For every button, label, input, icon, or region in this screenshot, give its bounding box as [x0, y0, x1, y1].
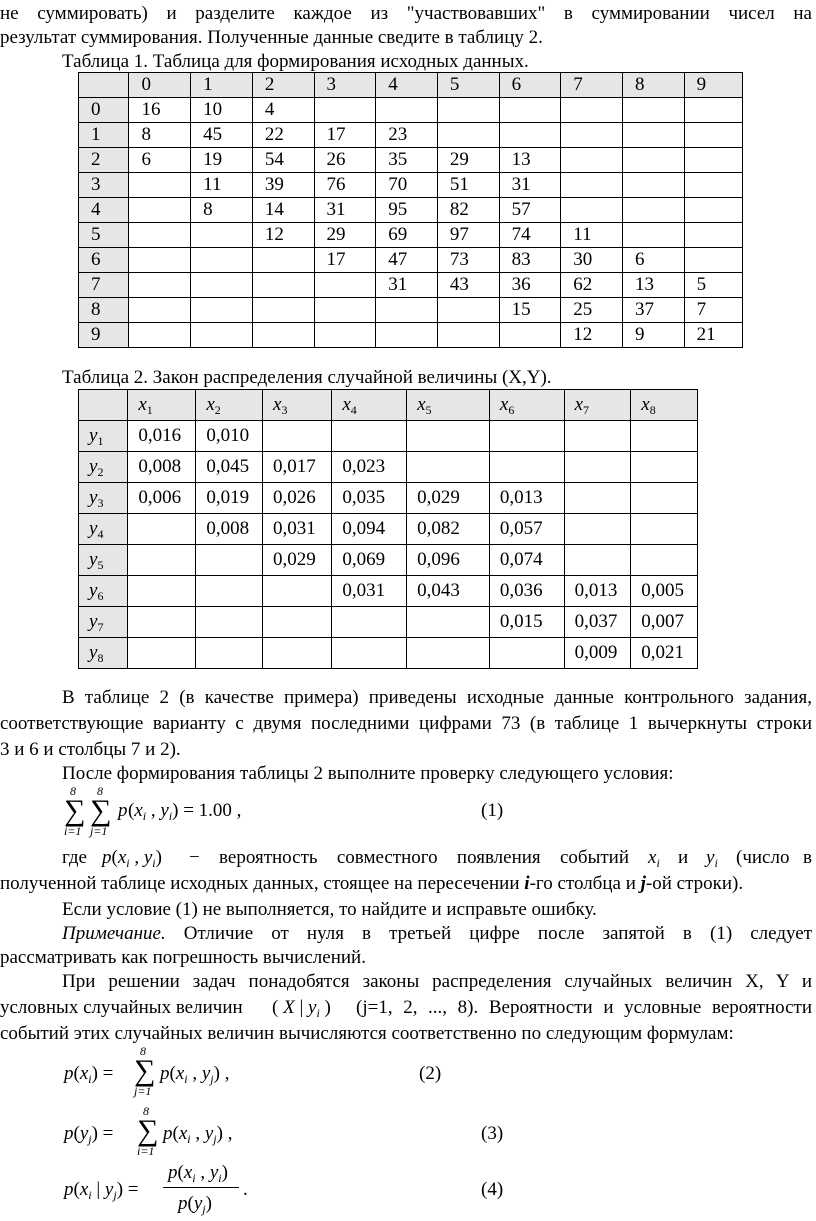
table1-header-cell: [79, 73, 129, 98]
table1-header-cell: 3: [314, 73, 376, 98]
table2-cell: [407, 421, 490, 452]
table1-cell: [437, 298, 499, 323]
table1-cell: 82: [437, 198, 499, 223]
table1-cell: [252, 273, 314, 298]
table2-cell: 0,006: [128, 483, 196, 514]
table2-cell: [263, 638, 332, 669]
laws-line-2a: условных случайных величин: [0, 997, 243, 1018]
table2-cell: [128, 545, 196, 576]
table2-cell: 0,026: [263, 483, 332, 514]
laws-line-2b: (j=1, 2, ..., 8). Вероятности и условные вероятности: [356, 997, 812, 1018]
table2-cell: [196, 638, 263, 669]
table1-cell: [191, 223, 253, 248]
table1-cell: [191, 248, 253, 273]
table1-cell: [561, 148, 623, 173]
table1-cell: [191, 298, 253, 323]
table1-cell: 31: [499, 173, 561, 198]
table2-cell: [631, 483, 698, 514]
table1-cell: [499, 98, 561, 123]
paragraph-example-line-1: В таблице 2 (в качестве примера) приведены исходные данные контрольного задания,: [62, 687, 812, 708]
table1-row: [79, 323, 743, 348]
table1-row-header: 2: [79, 148, 129, 173]
table1-cell: 14: [252, 198, 314, 223]
table1-header-cell: 1: [191, 73, 253, 98]
table1-cell: 22: [252, 123, 314, 148]
table1-cell: 95: [376, 198, 438, 223]
table1-cell: [684, 248, 742, 273]
table1-cell: [499, 323, 561, 348]
table1-cell: 62: [561, 273, 623, 298]
table1: [78, 72, 743, 348]
table1-row-header: 6: [79, 248, 129, 273]
table1-header-cell: 7: [561, 73, 623, 98]
table2-cell: [564, 483, 631, 514]
table2-cell: [631, 545, 698, 576]
table1-cell: 11: [191, 173, 253, 198]
table2-cell: 0,037: [564, 607, 631, 638]
table2-row-header: $y_7$: [79, 607, 128, 638]
table2-cell: [332, 638, 407, 669]
table2-header-cell: $x_3$: [263, 390, 332, 421]
table2-cell: [489, 638, 564, 669]
table1-cell: 13: [622, 273, 684, 298]
table1-row-header: 7: [79, 273, 129, 298]
table2-cell: 0,031: [263, 514, 332, 545]
table2-cell: 0,094: [332, 514, 407, 545]
table1-cell: 69: [376, 223, 438, 248]
table1-cell: 39: [252, 173, 314, 198]
note-line-1: Примечание. Отличие от нуля в третьей цифре после запятой в (1) следует: [62, 923, 812, 944]
table1-cell: [622, 223, 684, 248]
table2-cell: [407, 638, 490, 669]
table2-cell: 0,035: [332, 483, 407, 514]
table2-cell: 0,008: [128, 452, 196, 483]
laws-line-1: При решении задач понадобятся законы распределения случайных величин X, Y и: [62, 971, 812, 992]
table2-row: [79, 421, 698, 452]
table1-cell: [622, 173, 684, 198]
table2-cell: [489, 452, 564, 483]
table2-cell: 0,007: [631, 607, 698, 638]
table1-cell: [684, 123, 742, 148]
table1-cell: [314, 273, 376, 298]
table1-cell: 73: [437, 248, 499, 273]
table1-cell: 17: [314, 123, 376, 148]
table1-cell: [129, 298, 191, 323]
note-line-2: рассматривать как погрешность вычислений.: [0, 947, 366, 968]
table1-cell: [191, 273, 253, 298]
table1-cell: 5: [684, 273, 742, 298]
table1-cell: 36: [499, 273, 561, 298]
table1-cell: [252, 323, 314, 348]
paragraph-check: После формирования таблицы 2 выполните проверку следующего условия:: [62, 763, 674, 784]
table1-cell: [622, 123, 684, 148]
table1-row: [79, 298, 743, 323]
paragraph-top-line-2: результат суммирования. Полученные данные сведите в таблицу 2.: [0, 27, 543, 48]
table2-cell: 0,043: [407, 576, 490, 607]
table2-row: [79, 545, 698, 576]
table1-cell: [252, 248, 314, 273]
table1-cell: [129, 273, 191, 298]
table2-cell: 0,021: [631, 638, 698, 669]
table2-cell: [196, 607, 263, 638]
table1-row: [79, 223, 743, 248]
table2-row: [79, 576, 698, 607]
table2-cell: [263, 576, 332, 607]
table2-cell: 0,031: [332, 576, 407, 607]
table1-cell: [191, 323, 253, 348]
table1-cell: [129, 323, 191, 348]
table2-header-cell: $x_2$: [196, 390, 263, 421]
table1-cell: 8: [129, 123, 191, 148]
table1-cell: [437, 123, 499, 148]
table1-cell: [376, 98, 438, 123]
table1-header-row: [79, 73, 743, 98]
where-line-2: полученной таблице исходных данных, стоящее на пересечении i-го столбца и j-ой строки).: [0, 873, 744, 894]
where-rest: (число в: [736, 847, 812, 868]
table1-cell: [684, 98, 742, 123]
table1-cell: 26: [314, 148, 376, 173]
paragraph-example-line-3: 3 и 6 и столбцы 7 и 2).: [0, 739, 181, 760]
table2: [78, 389, 698, 669]
table1-cell: 8: [191, 198, 253, 223]
table1-header-cell: 0: [129, 73, 191, 98]
table1-cell: [376, 323, 438, 348]
table2-cell: 0,017: [263, 452, 332, 483]
table1-cell: 30: [561, 248, 623, 273]
table1-cell: 19: [191, 148, 253, 173]
laws-x-given-y: ( X | $y_i$ ): [272, 997, 331, 1020]
table2-cell: [631, 514, 698, 545]
table1-cell: 13: [499, 148, 561, 173]
table2-row-header: $y_1$: [79, 421, 128, 452]
table1-cell: 29: [437, 148, 499, 173]
table1-cell: [684, 148, 742, 173]
table1-cell: 6: [129, 148, 191, 173]
table1-cell: [437, 323, 499, 348]
table2-corner-cell: [79, 390, 128, 421]
where-yi: $y_i$: [706, 847, 718, 870]
table1-cell: [314, 323, 376, 348]
table1-header-cell: 6: [499, 73, 561, 98]
table1-cell: [684, 198, 742, 223]
table2-cell: [128, 607, 196, 638]
table1-cell: 31: [376, 273, 438, 298]
table1-cell: 43: [437, 273, 499, 298]
table1-cell: [376, 298, 438, 323]
table1-cell: 70: [376, 173, 438, 198]
table1-cell: 16: [129, 98, 191, 123]
table1-cell: 37: [622, 298, 684, 323]
table2-row: [79, 607, 698, 638]
table2-cell: 0,023: [332, 452, 407, 483]
table2-cell: 0,015: [489, 607, 564, 638]
table2-header-row: [79, 390, 698, 421]
table1-row-header: 9: [79, 323, 129, 348]
table1-cell: 17: [314, 248, 376, 273]
table2-cell: [564, 545, 631, 576]
table1-cell: [561, 123, 623, 148]
table1-cell: 45: [191, 123, 253, 148]
table2-header-cell: $x_1$: [128, 390, 196, 421]
table1-row: [79, 98, 743, 123]
table1-row: [79, 173, 743, 198]
table1-cell: [499, 123, 561, 148]
table1-row: [79, 123, 743, 148]
table2-row-header: $y_5$: [79, 545, 128, 576]
table1-row-header: 4: [79, 198, 129, 223]
table2-row-header: $y_6$: [79, 576, 128, 607]
table2-cell: [564, 514, 631, 545]
table2-row-header: $y_8$: [79, 638, 128, 669]
table1-cell: 9: [622, 323, 684, 348]
table2-cell: [128, 514, 196, 545]
table1-cell: 25: [561, 298, 623, 323]
table2-cell: 0,013: [489, 483, 564, 514]
table2-cell: [332, 421, 407, 452]
table2-row-header: $y_2$: [79, 452, 128, 483]
table2-cell: [564, 452, 631, 483]
table2-cell: 0,045: [196, 452, 263, 483]
table1-header-cell: 9: [684, 73, 742, 98]
table1-cell: 11: [561, 223, 623, 248]
table2-cell: 0,036: [489, 576, 564, 607]
table1-cell: 23: [376, 123, 438, 148]
table1-cell: 10: [191, 98, 253, 123]
table1-cell: [561, 98, 623, 123]
table2-row: [79, 514, 698, 545]
table2-cell: 0,019: [196, 483, 263, 514]
table1-cell: 31: [314, 198, 376, 223]
where-label: где: [62, 847, 87, 868]
table1-caption: Таблица 1. Таблица для формирования исходных данных.: [62, 51, 529, 72]
table2-cell: 0,096: [407, 545, 490, 576]
table1-cell: 47: [376, 248, 438, 273]
table1-cell: [622, 148, 684, 173]
table2-cell: 0,069: [332, 545, 407, 576]
table1-cell: 15: [499, 298, 561, 323]
table1-cell: 12: [561, 323, 623, 348]
table1-cell: [437, 98, 499, 123]
laws-line-3: событий этих случайных величин вычисляются соответственно по следующим формулам:: [0, 1023, 734, 1044]
table2-cell: [631, 452, 698, 483]
table1-row-header: 5: [79, 223, 129, 248]
paragraph-if: Если условие (1) не выполняется, то найдите и исправьте ошибку.: [62, 899, 597, 920]
table2-cell: [196, 545, 263, 576]
where-and: и: [678, 847, 689, 868]
where-xi: $x_i$: [648, 847, 660, 870]
table2-header-cell: $x_7$: [564, 390, 631, 421]
table2-cell: [564, 421, 631, 452]
table2-header-cell: $x_4$: [332, 390, 407, 421]
table2-cell: [407, 607, 490, 638]
table2-header-cell: $x_6$: [489, 390, 564, 421]
table2-header-cell: $x_8$: [631, 390, 698, 421]
table2-header-cell: $x_5$: [407, 390, 490, 421]
table1-row: [79, 198, 743, 223]
table1-cell: [622, 98, 684, 123]
paragraph-top-line-1: не суммировать) и разделите каждое из "участвовавших" в суммировании чисел на: [0, 3, 812, 24]
table1-cell: [314, 98, 376, 123]
table1-cell: 97: [437, 223, 499, 248]
table1-cell: 6: [622, 248, 684, 273]
table1-cell: [684, 223, 742, 248]
table2-row: [79, 483, 698, 514]
table1-cell: [561, 173, 623, 198]
table1-header-cell: 4: [376, 73, 438, 98]
where-p-xy: $p(x_i$ , $y_i$): [102, 847, 162, 870]
table2-cell: 0,008: [196, 514, 263, 545]
table2-cell: [196, 576, 263, 607]
table2-cell: [128, 576, 196, 607]
table2-row: [79, 638, 698, 669]
table2-cell: 0,082: [407, 514, 490, 545]
table2-cell: 0,074: [489, 545, 564, 576]
table1-cell: 7: [684, 298, 742, 323]
table1-header-cell: 2: [252, 73, 314, 98]
table1-cell: [684, 173, 742, 198]
table2-cell: 0,010: [196, 421, 263, 452]
table1-header-cell: 5: [437, 73, 499, 98]
table1-cell: 83: [499, 248, 561, 273]
table2-cell: 0,029: [407, 483, 490, 514]
table1-cell: [129, 248, 191, 273]
table2-cell: 0,016: [128, 421, 196, 452]
table1-cell: [622, 198, 684, 223]
table1-row: [79, 248, 743, 273]
table2-cell: [332, 607, 407, 638]
table2-cell: [489, 421, 564, 452]
table2-row-header: $y_4$: [79, 514, 128, 545]
table2-cell: [407, 452, 490, 483]
table1-cell: 54: [252, 148, 314, 173]
table1-cell: 12: [252, 223, 314, 248]
table2-cell: [128, 638, 196, 669]
table1-row: [79, 273, 743, 298]
table1-cell: 35: [376, 148, 438, 173]
table1-row-header: 0: [79, 98, 129, 123]
table1-cell: 21: [684, 323, 742, 348]
table2-cell: 0,029: [263, 545, 332, 576]
table1-cell: [129, 223, 191, 248]
table1-cell: 29: [314, 223, 376, 248]
table1-cell: 76: [314, 173, 376, 198]
table1-row-header: 8: [79, 298, 129, 323]
table1-cell: [314, 298, 376, 323]
table1-cell: [252, 298, 314, 323]
where-text: − вероятность совместного появления событий: [189, 847, 629, 868]
table1-cell: 74: [499, 223, 561, 248]
table2-cell: 0,013: [564, 576, 631, 607]
table2-cell: [263, 421, 332, 452]
table1-cell: 4: [252, 98, 314, 123]
table1-cell: 51: [437, 173, 499, 198]
table2-row-header: $y_3$: [79, 483, 128, 514]
table2-cell: [263, 607, 332, 638]
table1-row-header: 3: [79, 173, 129, 198]
paragraph-example-line-2: соответствующие варианту с двумя последними цифрами 73 (в таблице 1 вычеркнуты строки: [0, 713, 812, 734]
table1-row: [79, 148, 743, 173]
table2-row: [79, 452, 698, 483]
table2-caption: Таблица 2. Закон распределения случайной величины (X,Y).: [62, 367, 552, 388]
table2-cell: 0,005: [631, 576, 698, 607]
table1-cell: 57: [499, 198, 561, 223]
table2-cell: [631, 421, 698, 452]
table1-cell: [129, 173, 191, 198]
table2-cell: 0,009: [564, 638, 631, 669]
table1-cell: [561, 198, 623, 223]
table1-row-header: 1: [79, 123, 129, 148]
table2-cell: 0,057: [489, 514, 564, 545]
table1-header-cell: 8: [622, 73, 684, 98]
table1-cell: [129, 198, 191, 223]
